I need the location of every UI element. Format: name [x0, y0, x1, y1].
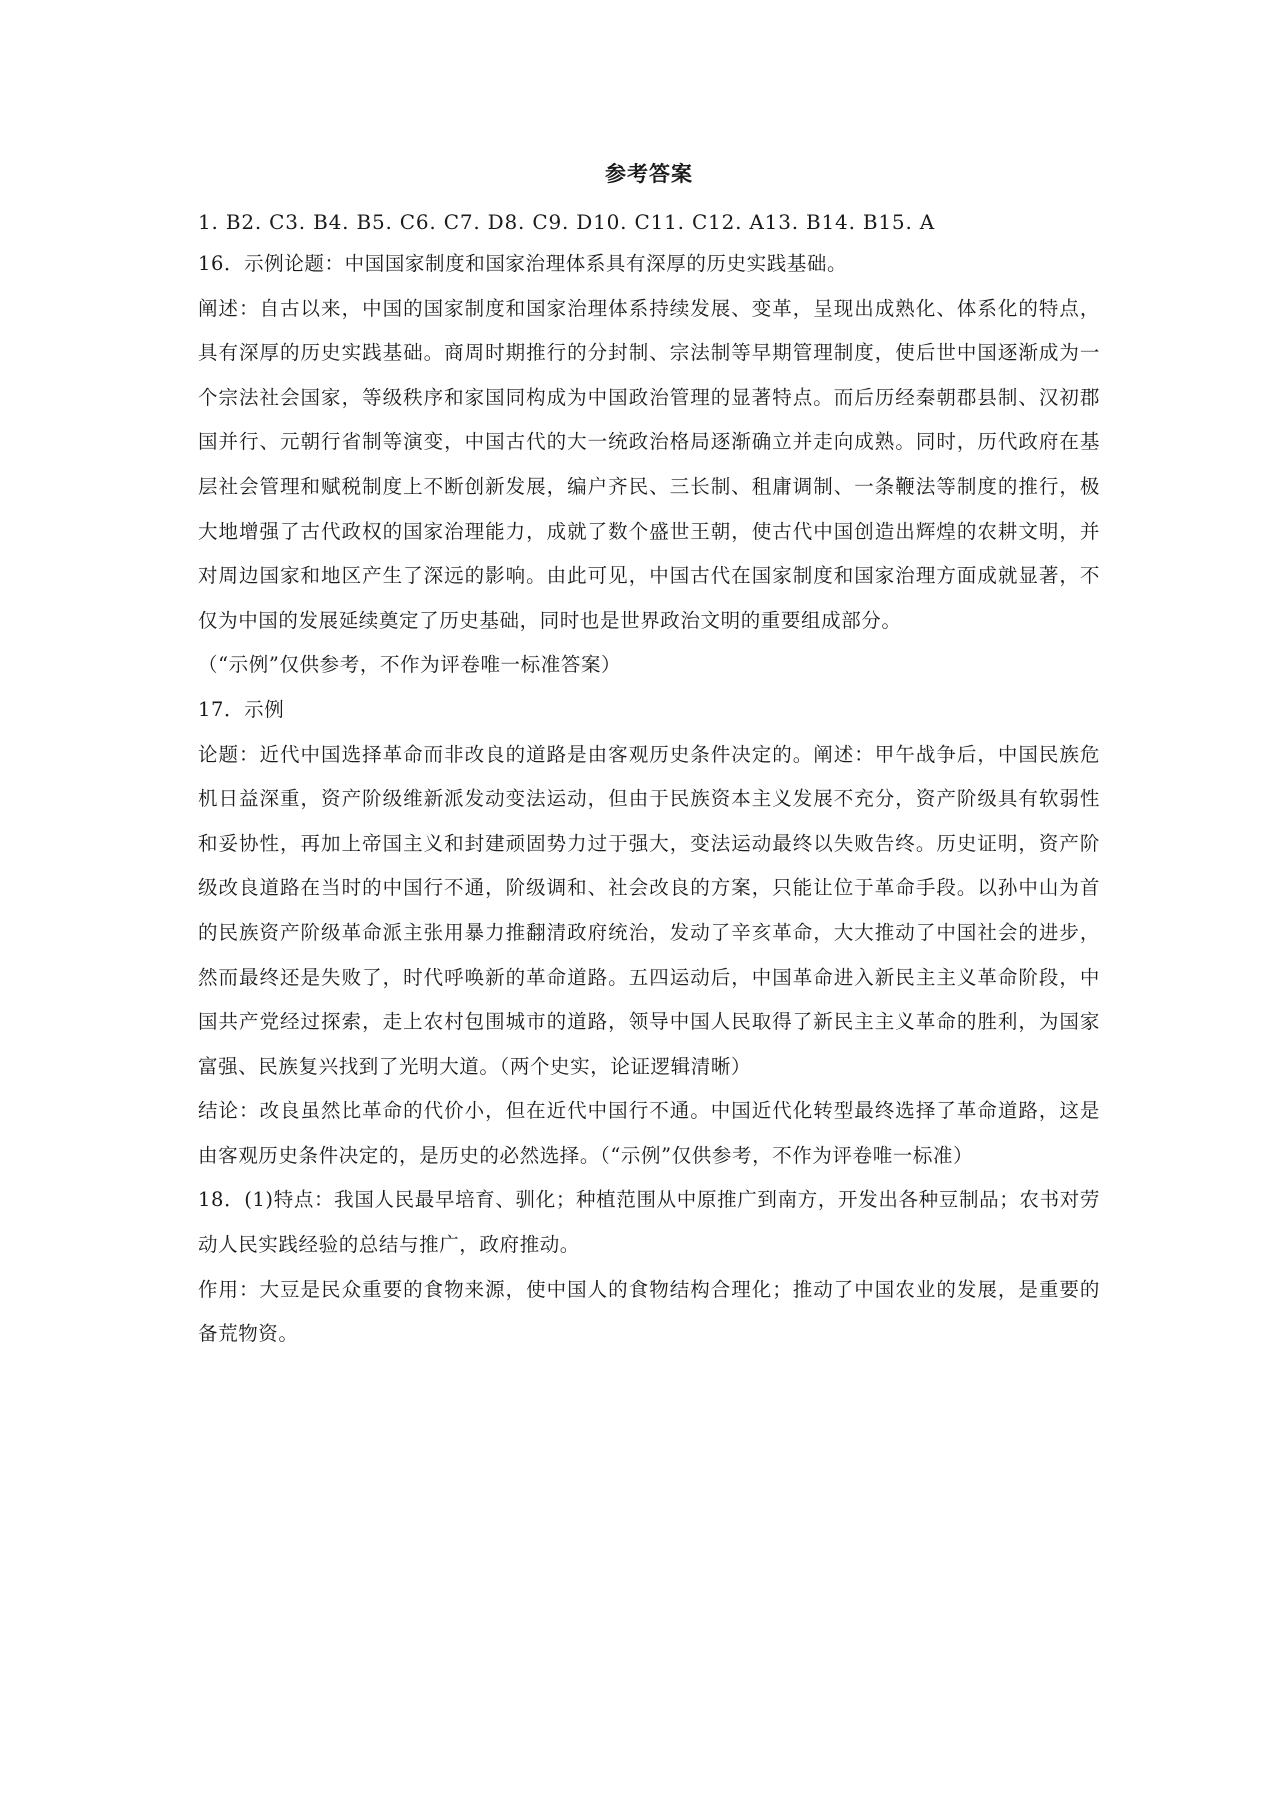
choice-answers: 1. B2. C3. B4. B5. C6. C7. D8. C9. D10. C11. C12. A13. B14. B15. A: [198, 210, 935, 234]
q16-topic: 16．示例论题：中国国家制度和国家治理体系具有深厚的历史实践基础。: [198, 252, 848, 275]
q16-body: 阐述：自古以来，中国的国家制度和国家治理体系持续发展、变革，呈现出成熟化、体系化的特点，具有深厚的历史实践基础。商周时期推行的分封制、宗法制等早期管理制度，使后世中国逐渐成为一个宗法社会国家，等级秩序和家国同构成为中国政治管理的显著特点。而后历经秦朝郡县制、汉初郡国并行、元朝行省制等演变，中国古代的大一统政治格局逐渐确立并走向成熟。同时，历代政府在基层社会管理和赋税制度上不断创新发展，编户齐民、三长制、租庸调制、一条鞭法等制度的推行，极大地增强了古代政权的国家治理能力，成就了数个盛世王朝，使古代中国创造出辉煌的农耕文明，并对周边国家和地区产生了深远的影响。由此可见，中国古代在国家制度和国家治理方面成就显著，不仅为中国的发展延续奠定了历史基础，同时也是世界政治文明的重要组成部分。: [198, 296, 1100, 632]
q17-body: 论题：近代中国选择革命而非改良的道路是由客观历史条件决定的。阐述：甲午战争后，中国民族危机日益深重，资产阶级维新派发动变法运动，但由于民族资本主义发展不充分，资产阶级具有软弱性和妥协性，再加上帝国主义和封建顽固势力过于强大，变法运动最终以失败告终。历史证明，资产阶级改良道路在当时的中国行不通，阶级调和、社会改良的方案，只能让位于革命手段。以孙中山为首的民族资产阶级革命派主张用暴力推翻清政府统治，发动了辛亥革命，大大推动了中国社会的进步，然而最终还是失败了，时代呼唤新的革命道路。五四运动后，中国革命进入新民主主义革命阶段，中国共产党经过探索，走上农村包围城市的道路，领导中国人民取得了新民主主义革命的胜利，为国家富强、民族复兴找到了光明大道。（两个史实，论证逻辑清晰）: [198, 742, 1100, 1078]
q17-heading: 17．示例: [198, 697, 285, 721]
q16-note: （“示例”仅供参考，不作为评卷唯一标准答案）: [198, 653, 622, 677]
question-18: [198, 1178, 1100, 1356]
answer-sheet: [198, 158, 1100, 1357]
question-16: [198, 242, 1100, 688]
question-17: [198, 688, 1100, 1179]
q18-features: 18．(1)特点：我国人民最早培育、驯化；种植范围从中原推广到南方，开发出各种豆制品；农书对劳动人民实践经验的总结与推广，政府推动。: [198, 1188, 1100, 1257]
q18-role: 作用：大豆是民众重要的食物来源，使中国人的食物结构合理化；推动了中国农业的发展，是重要的备荒物资。: [198, 1277, 1100, 1346]
q17-conclusion: 结论：改良虽然比革命的代价小，但在近代中国行不通。中国近代化转型最终选择了革命道路，这是由客观历史条件决定的，是历史的必然选择。（“示例”仅供参考，不作为评卷唯一标准）: [198, 1099, 1100, 1167]
page-title: 参考答案: [605, 161, 693, 186]
